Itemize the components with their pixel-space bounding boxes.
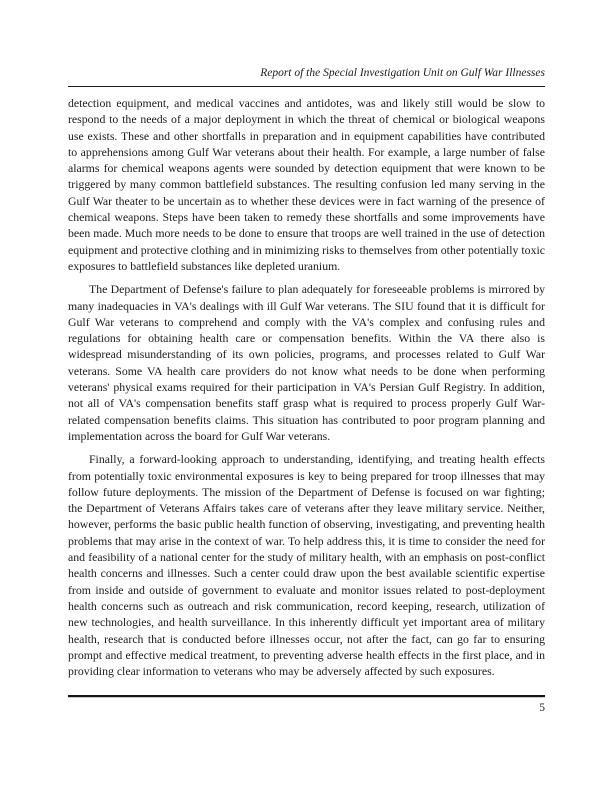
paragraph-forward-looking: Finally, a forward-looking approach to understanding, identifying, and treating health effects from potentially toxic environmental exposures is key to being prepared for troop illnesses that may follow future deployments. The mission of the Department of Defense is focused on war fighting; the Department of Veterans Affairs takes care of veterans after they leave military service. Neither, however, performs the basic public health function of observing, investigating, and preventing health problems that may arise in the context of war. To help address this, it is time to consider the need for and feasibility of a national center for the study of military health, with an emphasis on post-conflict health concerns and illnesses. Such a center could draw upon the best available scientific expertise from inside and outside of government to evaluate and monitor issues related to post-deployment health concerns such as outreach and risk communication, record keeping, research, utilization of new technologies, and health surveillance. In this inherently difficult yet important area of military health, research that is conducted before illnesses occur, not after the fact, can go far to ensuring prompt and effective medical treatment, to preventing adverse health effects in the first place, and in providing clear information to veterans who may be adversely affected by such exposures. xyxy=(68,452,545,679)
paragraph-detection-equipment: detection equipment, and medical vaccines and antidotes, was and likely still would be slow to respond to the needs of a major deployment in which the threat of chemical or biological weapons use exists. These and other shortfalls in preparation and in equipment capabilities have contributed to apprehensions among Gulf War veterans about their health. For example, a large number of false alarms for chemical weapons agents were sounded by detection equipment that were known to be triggered by many common battlefield substances. The resulting confusion led many serving in the Gulf War theater to be uncertain as to whether these devices were in fact warning of the presence of chemical weapons. Steps have been taken to remedy these shortfalls and some improvements have been made. Much more needs to be done to ensure that troops are well trained in the use of detection equipment and protective clothing and in minimizing risks to themselves from other potentially toxic exposures to battlefield substances like depleted uranium. xyxy=(68,96,545,273)
page-footer xyxy=(68,695,545,714)
footer-rule xyxy=(68,695,545,698)
paragraph-dod-failure: The Department of Defense's failure to plan adequately for foreseeable problems is mirrored by many inadequacies in VA's dealings with ill Gulf War veterans. The SIU found that it is difficult for Gulf War veterans to comprehend and comply with the VA's complex and confusing rules and regulations for obtaining health care or compensation benefits. Within the VA there also is widespread misunderstanding of its own policies, programs, and processes related to Gulf War veterans. Some VA health care providers do not know what needs to be done when performing veterans' physical exams required for their participation in VA's Persian Gulf Registry. In addition, not all of VA's compensation benefits staff grasp what is required to process properly Gulf War-related compensation benefits claims. This situation has contributed to poor program planning and implementation across the board for Gulf War veterans. xyxy=(68,282,545,443)
page-body xyxy=(68,95,545,686)
page-header xyxy=(68,66,545,87)
running-header-title: Report of the Special Investigation Unit on Gulf War Illnesses xyxy=(260,67,545,79)
page-number: 5 xyxy=(539,702,545,714)
header-rule xyxy=(68,86,545,87)
